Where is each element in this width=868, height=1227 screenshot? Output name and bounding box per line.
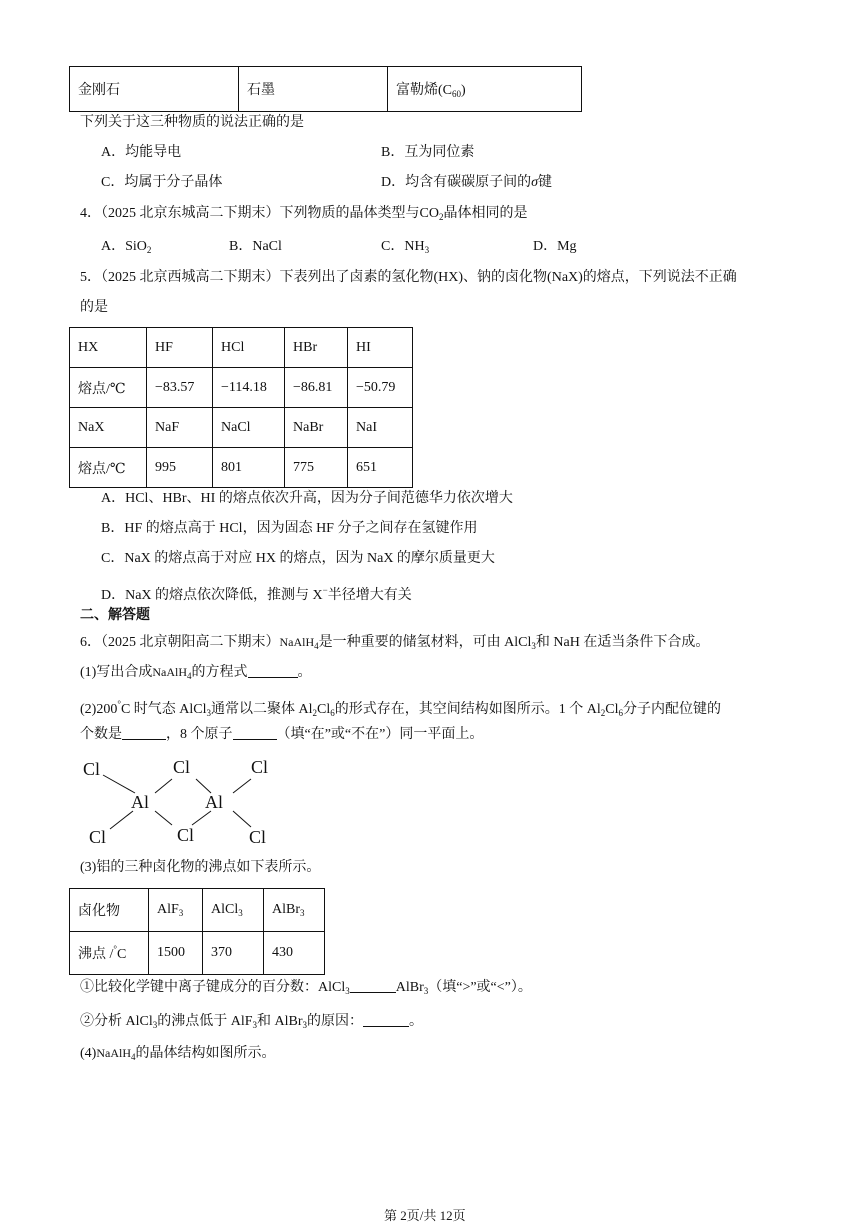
table-cell: AlF$_3$	[149, 889, 203, 932]
q5-option-b: B．HF 的熔点高于 HCl，因为固态 HF 分子之间存在氢键作用	[101, 521, 478, 536]
q5-option-d: D．NaX 的熔点依次降低，推测与 X−半径增大有关	[101, 585, 412, 603]
q5-option-c: C．NaX 的熔点高于对应 HX 的熔点，因为 NaX 的摩尔质量更大	[101, 551, 495, 566]
q5-option-a: A．HCl、HBr、HI 的熔点依次升高，因为分子间范德华力依次增大	[101, 491, 513, 506]
al2cl6-structure-diagram	[75, 755, 285, 850]
table-cell: NaBr	[285, 408, 348, 448]
table-cell: 沸点 /°C	[70, 932, 149, 975]
q4-option-b: B．NaCl	[229, 239, 282, 254]
q4-stem: 4．（2025 北京东城高二下期末）下列物质的晶体类型与$CO_2$晶体相同的是	[80, 206, 528, 222]
table-cell: HF	[147, 328, 213, 368]
page-footer: 第 2页/共 12页	[384, 1208, 466, 1223]
q5-stem-line1: 5．（2025 北京西城高二下期末）下表列出了卤素的氢化物(HX)、钠的卤化物(NaX)的熔点，下列说法不正确	[80, 270, 737, 285]
chlorine-label: Cl	[173, 757, 191, 777]
table-cell: −86.81	[285, 368, 348, 408]
q3-option-c: C．均属于分子晶体	[101, 175, 223, 190]
answer-blank[interactable]	[248, 663, 298, 678]
table-cell: 801	[213, 448, 285, 488]
table-cell: 430	[264, 932, 325, 975]
table-cell: HCl	[213, 328, 285, 368]
table-row	[70, 408, 413, 448]
q4-option-c: C．$NH_3$	[381, 239, 430, 255]
q6-part4: (4)NaAlH$_4$的晶体结构如图所示。	[80, 1046, 276, 1062]
table-cell: 370	[203, 932, 264, 975]
table-cell: AlCl$_3$	[203, 889, 264, 932]
table-row	[70, 448, 413, 488]
table-cell: 卤化物	[70, 889, 149, 932]
table-cell: NaI	[348, 408, 413, 448]
q6-part3-sub2: ②分析 AlCl$_3$的沸点低于 AlF$_3$和 AlBr$_3$的原因： 。	[80, 1014, 424, 1030]
table-cell: HBr	[285, 328, 348, 368]
table-cell: −114.18	[213, 368, 285, 408]
aluminum-label: Al	[205, 792, 223, 812]
table-cell: HI	[348, 328, 413, 368]
table-cell: 995	[147, 448, 213, 488]
cell-fullerene: 富勒烯$(C_{60})$	[388, 67, 582, 112]
table-row	[70, 328, 413, 368]
aluminum-halide-boiling-point-table	[69, 888, 325, 975]
q6-part3: (3)铝的三种卤化物的沸点如下表所示。	[80, 860, 321, 875]
q6-part2-line2: 个数是 ，8 个原子 （填“在”或“不在”）同一平面上。	[80, 727, 484, 742]
q6-part2-line1: (2)200°C 时气态 AlCl$_3$通常以二聚体 $Al_2Cl_6$的形式存在，其空间结构如图所示。1 个 $Al_2Cl_6$分子内配位键的	[80, 699, 721, 718]
cell-diamond: 金刚石	[70, 67, 239, 112]
table-cell: NaF	[147, 408, 213, 448]
table-cell: 775	[285, 448, 348, 488]
q4-option-d: D．Mg	[533, 239, 577, 254]
section-title: 二、解答题	[80, 608, 150, 623]
chlorine-label: Cl	[249, 827, 267, 847]
cell-graphite: 石墨	[239, 67, 388, 112]
q6-part3-sub1: ①比较化学键中离子键成分的百分数：AlCl$_3$ AlBr$_3$（填“>”或“<”）。	[80, 980, 532, 996]
q6-part1: (1)写出合成NaAlH$_4$的方程式 。	[80, 665, 312, 681]
table-cell: NaCl	[213, 408, 285, 448]
q3-option-a: A．均能导电	[101, 145, 182, 160]
table-cell: 熔点/℃	[70, 368, 147, 408]
q4-option-a: A．SiO$_2$	[101, 239, 152, 255]
answer-blank[interactable]	[122, 725, 166, 740]
q5-stem-line2: 的是	[80, 300, 108, 315]
table-row	[70, 932, 325, 975]
answer-blank[interactable]	[363, 1012, 409, 1027]
answer-blank[interactable]	[350, 978, 396, 993]
table-cell: NaX	[70, 408, 147, 448]
table-cell: 1500	[149, 932, 203, 975]
table-cell: −50.79	[348, 368, 413, 408]
table-cell: 651	[348, 448, 413, 488]
chlorine-label: Cl	[89, 827, 107, 847]
chlorine-label: Cl	[83, 759, 101, 779]
q3-option-d: D．均含有碳碳原子间的σ键	[381, 175, 553, 190]
halide-melting-point-table	[69, 327, 413, 488]
q3-option-b: B．互为同位素	[381, 145, 475, 160]
q3-stem: 下列关于这三种物质的说法正确的是	[80, 115, 304, 130]
answer-blank[interactable]	[233, 725, 277, 740]
table-cell: 熔点/℃	[70, 448, 147, 488]
table-cell: AlBr$_3$	[264, 889, 325, 932]
table-cell: HX	[70, 328, 147, 368]
aluminum-label: Al	[131, 792, 149, 812]
carbon-allotropes-table	[69, 66, 582, 112]
chlorine-label: Cl	[177, 825, 195, 845]
table-row	[70, 889, 325, 932]
chlorine-label: Cl	[251, 757, 269, 777]
table-row	[70, 368, 413, 408]
table-cell: −83.57	[147, 368, 213, 408]
q6-stem: 6．（2025 北京朝阳高二下期末）NaAlH$_4$是一种重要的储氢材料，可由 AlCl$_3$和 NaH 在适当条件下合成。	[80, 635, 710, 651]
